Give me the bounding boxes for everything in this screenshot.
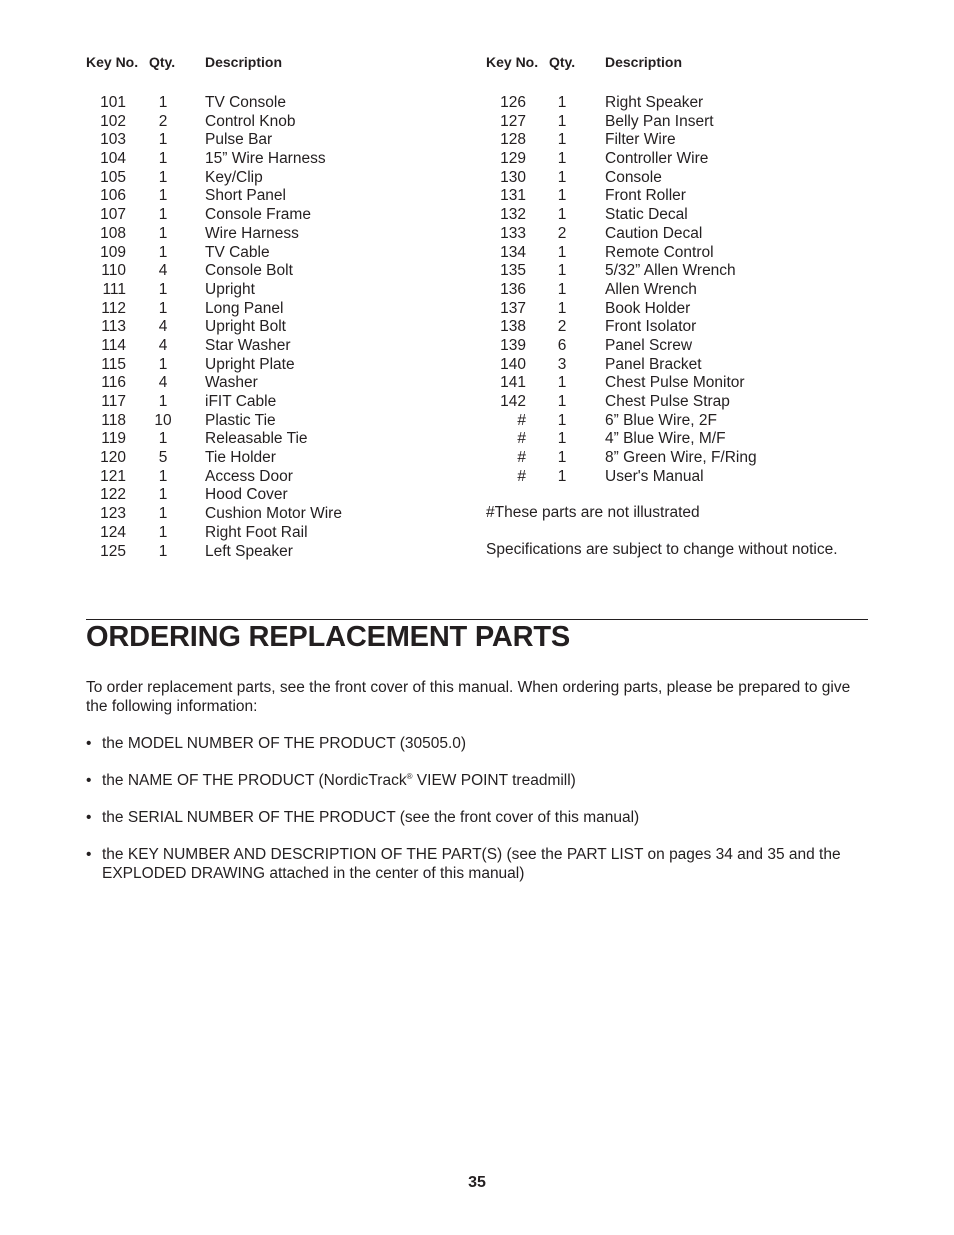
qty-cell: 1 xyxy=(158,187,168,205)
key-no-cell: 113 xyxy=(101,318,126,336)
key-no-cell: 108 xyxy=(100,224,126,242)
description-cell: Filter Wire xyxy=(605,131,676,149)
description-cell: User's Manual xyxy=(605,467,704,485)
key-no-cell: 112 xyxy=(101,299,126,317)
key-no-cell: 127 xyxy=(500,112,526,130)
table-row xyxy=(486,337,886,356)
table-row xyxy=(486,281,886,300)
description-cell: Belly Pan Insert xyxy=(605,112,714,130)
table-row xyxy=(486,449,886,468)
table-row xyxy=(486,356,886,375)
registered-mark: ® xyxy=(406,771,413,781)
key-no-cell: 136 xyxy=(500,280,526,298)
parts-list-header-left xyxy=(86,54,466,74)
key-no-cell: # xyxy=(517,449,526,467)
key-no-cell: 119 xyxy=(101,430,126,448)
table-row xyxy=(86,244,466,263)
product-name-text: the NAME OF THE PRODUCT (NordicTrack xyxy=(102,772,407,789)
key-no-cell: 130 xyxy=(500,168,526,186)
table-row xyxy=(86,486,466,505)
description-cell: Plastic Tie xyxy=(205,411,276,429)
table-row xyxy=(86,524,466,543)
qty-cell: 1 xyxy=(557,168,567,186)
description-cell: TV Console xyxy=(205,94,286,111)
qty-cell: 1 xyxy=(557,299,567,317)
section-title: ORDERING REPLACEMENT PARTS xyxy=(86,621,571,653)
description-cell: Hood Cover xyxy=(205,486,288,504)
table-row xyxy=(86,187,466,206)
product-name-text-end: VIEW POINT treadmill) xyxy=(412,772,576,789)
qty-cell: 1 xyxy=(557,411,567,429)
key-no-cell: 109 xyxy=(100,243,126,261)
description-cell: Star Washer xyxy=(205,336,291,354)
description-cell: Key/Clip xyxy=(205,168,263,186)
key-no-cell: 106 xyxy=(100,187,126,205)
qty-cell: 2 xyxy=(158,112,168,130)
parts-list-header-right xyxy=(486,54,886,74)
table-row xyxy=(86,468,466,487)
description-cell: Left Speaker xyxy=(205,542,293,560)
intro-paragraph: To order replacement parts, see the front cover of this manual. When ordering parts, please be prepared to give the following information: xyxy=(86,679,851,715)
description-cell: Right Foot Rail xyxy=(205,523,308,541)
key-no-cell: 115 xyxy=(101,355,126,373)
table-row xyxy=(486,113,886,132)
table-row xyxy=(86,543,466,562)
description-cell: Upright Bolt xyxy=(205,318,286,336)
key-no-cell: 102 xyxy=(100,112,126,130)
table-row xyxy=(86,169,466,188)
table-row xyxy=(86,374,466,393)
table-row xyxy=(486,412,886,431)
description-cell: Control Knob xyxy=(205,112,296,130)
key-no-cell: 105 xyxy=(100,168,126,186)
qty-cell: 4 xyxy=(158,374,168,392)
key-no-cell: 140 xyxy=(500,355,526,373)
key-no-cell: 135 xyxy=(500,262,526,280)
key-no-cell: 132 xyxy=(500,206,526,224)
key-no-cell: 104 xyxy=(100,150,126,168)
table-row xyxy=(486,169,886,188)
description-cell: Tie Holder xyxy=(205,449,276,467)
table-row xyxy=(486,374,886,393)
description-cell: Controller Wire xyxy=(605,150,709,168)
description-cell: Releasable Tie xyxy=(205,430,308,448)
table-row xyxy=(86,337,466,356)
description-cell: TV Cable xyxy=(205,243,270,261)
list-item-product-name xyxy=(86,771,870,790)
key-no-cell: 101 xyxy=(100,94,126,111)
description-cell: Panel Bracket xyxy=(605,355,702,373)
qty-cell: 1 xyxy=(158,168,168,186)
key-no-cell: 118 xyxy=(101,411,126,429)
key-no-cell: 126 xyxy=(500,94,526,111)
qty-cell: 5 xyxy=(158,449,168,467)
key-no-cell: 123 xyxy=(100,505,126,523)
table-row xyxy=(86,393,466,412)
description-cell: Book Holder xyxy=(605,299,691,317)
qty-cell: 4 xyxy=(158,318,168,336)
section-divider xyxy=(86,619,868,620)
key-no-cell: # xyxy=(517,467,526,485)
qty-cell: 1 xyxy=(158,467,168,485)
qty-cell: 1 xyxy=(557,449,567,467)
table-row xyxy=(86,262,466,281)
description-cell: 4” Blue Wire, M/F xyxy=(605,430,726,448)
description-cell: Front Roller xyxy=(605,187,686,205)
qty-cell: 1 xyxy=(557,94,567,111)
qty-cell: 1 xyxy=(158,505,168,523)
qty-cell: 2 xyxy=(557,224,567,242)
list-item-serial-number: • the SERIAL NUMBER OF THE PRODUCT (see the front cover of this manual) xyxy=(86,808,870,827)
qty-cell: 1 xyxy=(158,523,168,541)
table-row xyxy=(86,449,466,468)
table-row xyxy=(486,393,886,412)
key-no-cell: 107 xyxy=(100,206,126,224)
description-cell: iFIT Cable xyxy=(205,393,277,410)
description-cell: Chest Pulse Strap xyxy=(605,393,730,410)
list-item-key-number: • the KEY NUMBER AND DESCRIPTION OF THE PART(S) (see the PART LIST on pages 34 and 35 and the EXPLODED DRAWING attached in the center of this manual) xyxy=(86,845,870,883)
description-cell: Console Frame xyxy=(205,206,311,224)
key-no-cell: 117 xyxy=(101,393,126,410)
description-cell: Right Speaker xyxy=(605,94,704,111)
table-row xyxy=(486,94,886,113)
key-no-cell: 138 xyxy=(500,318,526,336)
table-row xyxy=(486,430,886,449)
description-cell: Long Panel xyxy=(205,299,284,317)
qty-cell: 1 xyxy=(557,243,567,261)
qty-cell: 1 xyxy=(557,112,567,130)
key-no-cell: 121 xyxy=(100,467,126,485)
description-cell: 5/32” Allen Wrench xyxy=(605,262,736,280)
qty-cell: 1 xyxy=(158,206,168,224)
table-row xyxy=(486,225,886,244)
parts-rows-left xyxy=(86,94,466,561)
qty-cell: 10 xyxy=(154,411,172,429)
table-row xyxy=(86,113,466,132)
description-cell: Console xyxy=(605,168,662,186)
key-no-cell: # xyxy=(517,430,526,448)
description-cell: Upright xyxy=(205,280,255,298)
table-row xyxy=(86,318,466,337)
qty-cell: 1 xyxy=(158,280,168,298)
description-cell: Console Bolt xyxy=(205,262,293,280)
description-cell: Caution Decal xyxy=(605,224,703,242)
description-cell: Washer xyxy=(205,374,258,392)
key-no-cell: 142 xyxy=(500,393,526,410)
key-no-header: Key No. xyxy=(486,54,539,70)
table-row xyxy=(86,131,466,150)
description-cell: Static Decal xyxy=(605,206,688,224)
description-cell: Allen Wrench xyxy=(605,280,697,298)
qty-cell: 1 xyxy=(557,393,567,410)
qty-cell: 4 xyxy=(158,336,168,354)
key-no-header: Key No. xyxy=(86,54,139,70)
description-cell: 15” Wire Harness xyxy=(205,150,326,168)
qty-cell: 1 xyxy=(557,131,567,149)
qty-cell: 1 xyxy=(557,150,567,168)
table-row xyxy=(486,468,886,487)
key-no-cell: 137 xyxy=(500,299,526,317)
description-cell: Short Panel xyxy=(205,187,286,205)
description-cell: Access Door xyxy=(205,467,293,485)
qty-cell: 1 xyxy=(158,243,168,261)
key-no-cell: 134 xyxy=(500,243,526,261)
table-row xyxy=(486,131,886,150)
key-no-cell: 103 xyxy=(100,131,126,149)
table-row xyxy=(486,187,886,206)
key-no-cell: 141 xyxy=(500,374,526,392)
table-row xyxy=(486,318,886,337)
parts-list-left xyxy=(86,54,466,561)
key-no-cell: 114 xyxy=(101,336,126,354)
table-row xyxy=(86,412,466,431)
key-no-cell: 120 xyxy=(100,449,126,467)
description-cell: Remote Control xyxy=(605,243,714,261)
qty-cell: 1 xyxy=(158,131,168,149)
table-row xyxy=(486,300,886,319)
table-row xyxy=(86,206,466,225)
parts-rows-right xyxy=(486,94,886,486)
key-no-cell: 139 xyxy=(500,336,526,354)
table-row xyxy=(86,225,466,244)
description-cell: Cushion Motor Wire xyxy=(205,505,342,523)
description-cell: Pulse Bar xyxy=(205,131,273,149)
description-header: Description xyxy=(205,54,283,70)
key-no-cell: 125 xyxy=(100,542,126,560)
key-no-cell: 110 xyxy=(101,262,126,280)
qty-cell: 6 xyxy=(557,336,567,354)
key-no-cell: 129 xyxy=(500,150,526,168)
qty-cell: 1 xyxy=(557,430,567,448)
description-cell: Panel Screw xyxy=(605,336,693,354)
qty-cell: 1 xyxy=(557,187,567,205)
key-no-cell: 124 xyxy=(100,523,126,541)
qty-cell: 1 xyxy=(158,430,168,448)
qty-cell: 1 xyxy=(158,299,168,317)
qty-header: Qty. xyxy=(549,54,576,70)
key-no-cell: 122 xyxy=(100,486,126,504)
qty-cell: 2 xyxy=(557,318,567,336)
specifications-note: Specifications are subject to change without notice. xyxy=(486,541,838,558)
table-row xyxy=(86,356,466,375)
description-cell: 8” Green Wire, F/Ring xyxy=(605,449,757,467)
qty-cell: 1 xyxy=(557,280,567,298)
qty-cell: 3 xyxy=(557,355,567,373)
list-item-model-number: • the MODEL NUMBER OF THE PRODUCT (30505.0) xyxy=(86,734,870,753)
qty-cell: 1 xyxy=(158,393,168,410)
table-row xyxy=(86,150,466,169)
description-cell: Chest Pulse Monitor xyxy=(605,374,745,392)
table-row xyxy=(86,300,466,319)
key-no-cell: 131 xyxy=(500,187,526,205)
qty-cell: 1 xyxy=(158,355,168,373)
qty-cell: 1 xyxy=(557,374,567,392)
qty-cell: 1 xyxy=(557,206,567,224)
parts-list-right xyxy=(486,54,886,486)
description-cell: Wire Harness xyxy=(205,224,299,242)
table-row xyxy=(486,150,886,169)
key-no-cell: 116 xyxy=(101,374,126,392)
qty-cell: 4 xyxy=(158,262,168,280)
not-illustrated-note: #These parts are not illustrated xyxy=(486,504,700,521)
key-no-cell: # xyxy=(517,411,526,429)
page-number: 35 xyxy=(468,1174,486,1191)
key-no-cell: 111 xyxy=(102,280,126,298)
table-row xyxy=(86,94,466,113)
description-header: Description xyxy=(605,54,683,70)
qty-cell: 1 xyxy=(158,150,168,168)
table-row xyxy=(86,281,466,300)
table-row xyxy=(486,206,886,225)
qty-cell: 1 xyxy=(158,224,168,242)
qty-cell: 1 xyxy=(158,94,168,111)
key-no-cell: 133 xyxy=(500,224,526,242)
description-cell: 6” Blue Wire, 2F xyxy=(605,411,717,429)
qty-cell: 1 xyxy=(158,486,168,504)
table-row xyxy=(486,262,886,281)
qty-header: Qty. xyxy=(149,54,176,70)
table-row xyxy=(86,430,466,449)
qty-cell: 1 xyxy=(557,262,567,280)
description-cell: Upright Plate xyxy=(205,355,295,373)
description-cell: Front Isolator xyxy=(605,318,697,336)
qty-cell: 1 xyxy=(158,542,168,560)
key-no-cell: 128 xyxy=(500,131,526,149)
qty-cell: 1 xyxy=(557,467,567,485)
table-row xyxy=(86,505,466,524)
required-info-list xyxy=(86,734,870,883)
table-row xyxy=(486,244,886,263)
